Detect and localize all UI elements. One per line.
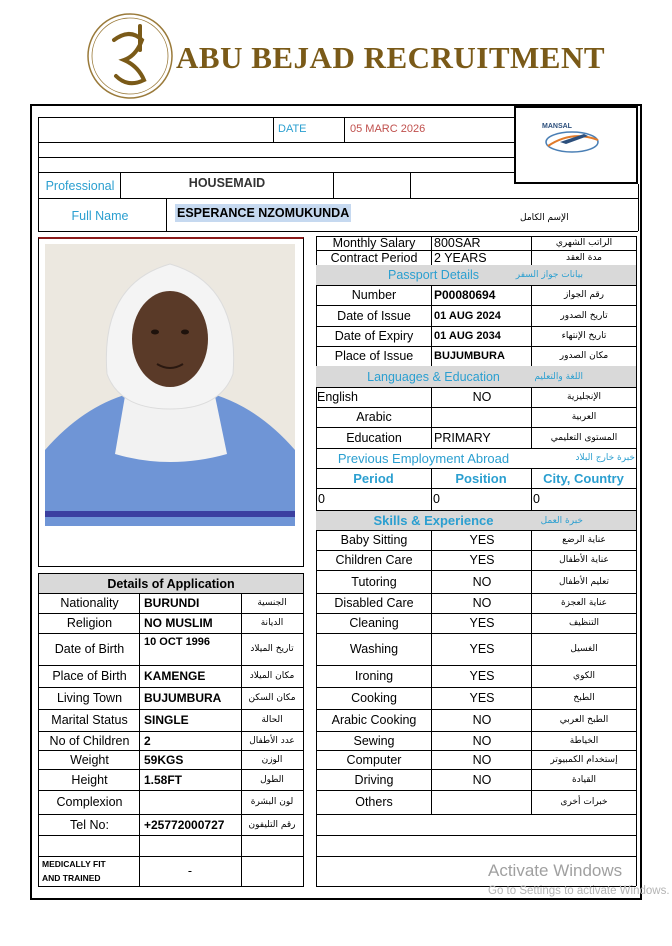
row-arabic: العربية (571, 412, 597, 422)
previous-col-header: Position (455, 470, 507, 486)
date-label: DATE (278, 123, 307, 135)
details-row-arabic: الديانة (260, 618, 284, 628)
row-label: Number (351, 288, 397, 302)
row-arabic: الغسيل (570, 644, 598, 654)
company-logo-emblem (84, 10, 176, 102)
divider-line (531, 550, 532, 570)
details-row-label: Tel No: (70, 817, 109, 832)
divider-line (431, 731, 432, 750)
details-row-arabic: تاريخ الميلاد (250, 644, 294, 654)
row-value: 01 AUG 2034 (434, 330, 501, 342)
row-value: 01 AUG 2024 (434, 309, 501, 322)
divider-line (431, 468, 432, 510)
details-row-value: BUJUMBURA (144, 691, 222, 705)
divider-line (531, 769, 532, 790)
details-row-value: KAMENGE (144, 669, 206, 683)
row-arabic: القيادة (572, 774, 596, 785)
details-row-value (144, 790, 240, 814)
details-row-label: Date of Birth (54, 642, 125, 656)
details-row-arabic: مكان الميلاد (249, 671, 295, 681)
row-value: BUJUMBURA (434, 350, 505, 362)
row-label: Cleaning (349, 616, 399, 630)
divider-line (316, 814, 636, 815)
divider-line (431, 613, 432, 633)
activation-watermark-title: Activate Windows (488, 861, 623, 880)
agency-logo-text: MANSAL (542, 123, 572, 130)
row-arabic: تعليم الأطفال (558, 576, 610, 587)
row-value: NO (472, 733, 492, 748)
divider-line (431, 769, 432, 790)
row-value: NO (472, 772, 492, 787)
divider-line (531, 285, 532, 305)
divider-line (431, 790, 432, 814)
details-row-label: Place of Birth (52, 669, 127, 683)
row-value: YES (469, 553, 495, 567)
row-value: NO (472, 390, 492, 404)
row-label: Place of Issue (334, 349, 414, 363)
previous-header: Previous Employment Abroad (337, 450, 510, 466)
details-row-label: Marital Status (51, 713, 128, 727)
row-arabic: عناية الرضع (562, 535, 606, 545)
divider-line (531, 387, 532, 407)
previous-col-header: City, Country (543, 470, 624, 486)
fullname-value: ESPERANCE NZOMUKUNDA (177, 206, 350, 220)
row-label: Contract Period (330, 250, 418, 265)
details-row-label: Nationality (60, 596, 119, 610)
medical-label: MEDICALLY FIT AND TRAINED (42, 859, 106, 883)
divider-line (431, 346, 432, 366)
fullname-label: Full Name (71, 209, 129, 223)
divider-line (431, 326, 432, 346)
divider-line (531, 665, 532, 687)
details-row-arabic: الحالة (261, 715, 283, 725)
row-arabic: الكوي (573, 671, 595, 681)
divider-line (431, 687, 432, 709)
previous-col-header: Period (353, 470, 394, 486)
divider-line (431, 570, 432, 593)
row-arabic: مدة العقد (566, 252, 602, 263)
divider-line (431, 530, 432, 550)
activation-watermark-subtitle: Go to Settings to activate Windows. (488, 885, 670, 897)
divider-line (531, 407, 532, 427)
details-row-value: 2 (144, 733, 151, 748)
divider-line (431, 427, 432, 448)
details-title: Details of Application (107, 576, 235, 591)
divider-line (431, 236, 432, 250)
row-label: Education (346, 430, 402, 445)
row-value (434, 407, 530, 427)
row-label: Sewing (353, 733, 395, 748)
details-row-value: 10 OCT 1996 (144, 636, 211, 648)
divider-line (431, 593, 432, 613)
row-arabic: خبرات أخرى (560, 797, 608, 807)
divider-line (531, 427, 532, 448)
divider-line (431, 387, 432, 407)
row-arabic: مكان الصدور (559, 351, 609, 361)
row-arabic: عناية العجزة (560, 598, 608, 608)
row-label: Tutoring (351, 574, 397, 589)
details-row-value: SINGLE (144, 713, 189, 727)
row-arabic: الراتب الشهري (555, 238, 613, 248)
divider-line (431, 305, 432, 326)
row-label: Washing (349, 642, 399, 656)
row-value: NO (472, 574, 492, 589)
previous-col-value: 0 (533, 492, 540, 506)
divider-line (431, 407, 432, 427)
previous-header-arabic: خبرة خارج البلاد (575, 453, 635, 463)
row-arabic: التنظيف (568, 618, 600, 628)
row-label: Cooking (351, 691, 397, 705)
row-value: YES (469, 642, 495, 656)
details-row-arabic: رقم التليفون (248, 819, 296, 830)
divider-line (531, 613, 532, 633)
divider-line (431, 633, 432, 665)
row-value: YES (469, 616, 495, 630)
row-label: Disabled Care (334, 596, 414, 610)
details-row-value: 1.58FT (144, 772, 183, 787)
row-label: Date of Issue (337, 308, 411, 323)
divider-line (431, 285, 432, 305)
passport-header: Passport Details (387, 268, 479, 282)
row-value: NO (472, 713, 492, 727)
details-row-value: NO MUSLIM (144, 616, 213, 630)
divider-line (531, 731, 532, 750)
divider-line (531, 468, 532, 510)
divider-line (531, 593, 532, 613)
divider-line (531, 236, 532, 250)
divider-line (531, 750, 532, 769)
previous-col-value: 0 (433, 492, 440, 506)
details-row-arabic: الوزن (261, 754, 283, 765)
row-value: 800SAR (434, 236, 481, 250)
medical-value: - (187, 864, 193, 878)
details-row-label: Complexion (56, 795, 123, 809)
row-label: English (317, 390, 358, 404)
row-value (434, 790, 530, 814)
row-value: YES (469, 669, 495, 683)
row-arabic: تاريخ الإنتهاء (561, 331, 607, 341)
row-value: NO (472, 596, 492, 610)
passport-header-arabic: بيانات جواز السفر (515, 270, 583, 280)
details-row-label: No of Children (49, 733, 130, 748)
languages-header: Languages & Education (367, 369, 500, 384)
divider-line (531, 305, 532, 326)
row-label: Arabic Cooking (331, 713, 417, 727)
row-value: YES (469, 533, 495, 547)
divider-line (531, 687, 532, 709)
row-value: YES (469, 691, 495, 705)
details-row-label: Religion (66, 616, 113, 630)
row-arabic: الإنجليزية (567, 392, 601, 402)
professional-label: Professional (45, 179, 115, 193)
row-value: NO (472, 752, 492, 767)
details-row-arabic: الجنسية (257, 598, 287, 608)
row-arabic: الخياطة (569, 735, 599, 746)
skills-header-arabic: خبرة العمل (540, 515, 583, 526)
divider-line (431, 665, 432, 687)
row-arabic: عناية الأطفال (559, 555, 609, 565)
row-label: Date of Expiry (334, 329, 414, 343)
details-row-label: Height (71, 772, 108, 787)
row-label: Monthly Salary (332, 236, 416, 250)
divider-line (38, 835, 304, 836)
divider-line (531, 250, 532, 265)
divider-line (241, 835, 242, 886)
row-arabic: رقم الجواز (563, 290, 605, 300)
company-name: ABU BEJAD RECRUITMENT (176, 40, 606, 75)
skills-header: Skills & Experience (373, 513, 494, 528)
details-row-arabic: مكان السكن (248, 693, 296, 703)
divider-line (431, 750, 432, 769)
divider-line (531, 709, 532, 731)
row-label: Computer (346, 752, 402, 767)
row-label: Driving (354, 772, 394, 787)
divider-line (531, 530, 532, 550)
row-value: PRIMARY (434, 430, 491, 445)
row-label: Arabic (356, 410, 392, 424)
row-label: Children Care (335, 553, 413, 567)
details-row-label: Living Town (56, 691, 123, 705)
details-row-arabic: لون البشرة (250, 797, 294, 807)
divider-line (531, 326, 532, 346)
details-row-value: BURUNDI (144, 596, 200, 610)
details-row-value: 59KGS (144, 752, 184, 767)
details-row-value: +25772000727 (144, 817, 225, 832)
row-arabic: إستخدام الكمبيوتر (550, 754, 618, 765)
row-label: Others (355, 795, 393, 809)
previous-col-value: 0 (318, 492, 325, 506)
row-arabic: الطبخ (573, 693, 595, 703)
divider-line (531, 346, 532, 366)
row-arabic: تاريخ الصدور (560, 310, 608, 321)
row-value: 2 YEARS (434, 250, 487, 265)
divider-line (316, 488, 636, 489)
divider-line (636, 236, 637, 886)
row-value: P00080694 (434, 288, 496, 302)
divider-line (531, 790, 532, 814)
details-row-arabic: الطول (260, 774, 284, 785)
divider-line (431, 709, 432, 731)
row-label: Baby Sitting (340, 533, 408, 547)
date-value: 05 MARC 2026 (350, 123, 426, 135)
divider-line (531, 633, 532, 665)
languages-header-arabic: اللغة والتعليم (534, 371, 583, 382)
row-label: Ironing (354, 669, 394, 683)
professional-value: HOUSEMAID (188, 176, 266, 190)
row-arabic: المستوى التعليمي (550, 432, 618, 443)
divider-line (431, 550, 432, 570)
divider-line (316, 835, 636, 836)
fullname-ar: الإسم الكامل (520, 213, 569, 223)
details-row-label: Weight (70, 752, 109, 767)
details-row-arabic: عدد الأطفال (249, 735, 295, 746)
divider-line (531, 570, 532, 593)
divider-line (316, 856, 636, 857)
candidate-photo (45, 244, 295, 526)
divider-line (431, 250, 432, 265)
row-arabic: الطبخ العربي (559, 715, 609, 725)
